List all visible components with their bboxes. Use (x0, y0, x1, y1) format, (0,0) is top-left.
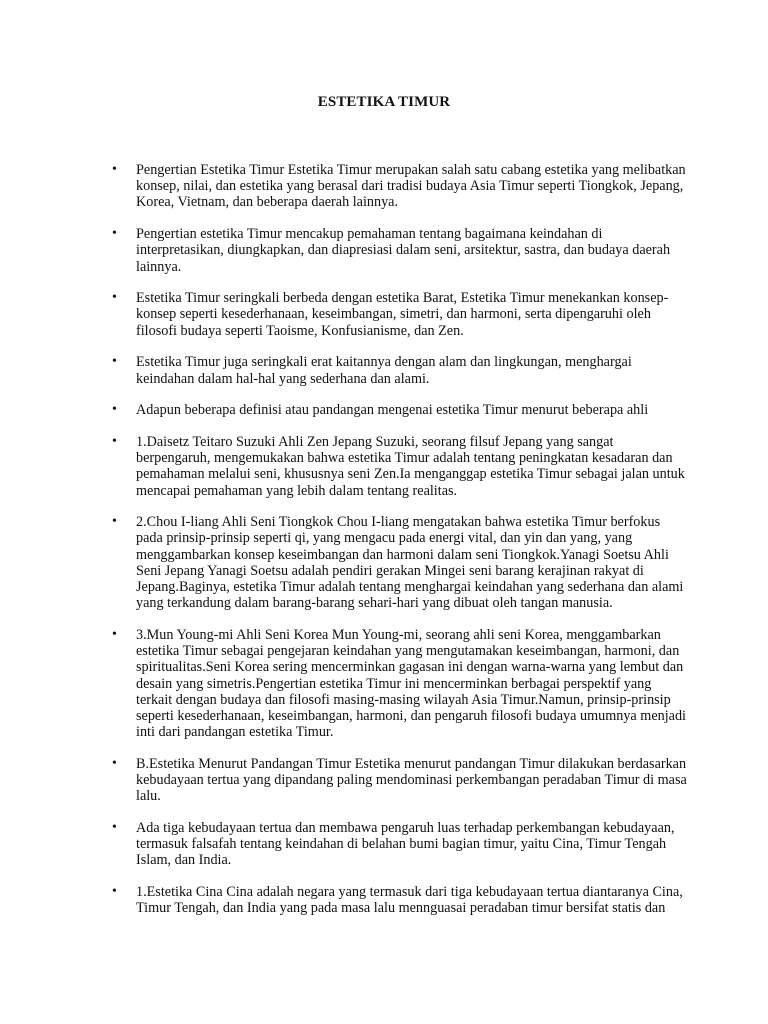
bullet-icon: • (112, 162, 117, 177)
list-item-text: 1.Estetika Cina Cina adalah negara yang termasuk dari tiga kebudayaan tertua diantaranya Cina, Timur Tengah, dan India yang pada masa lalu mennguasai peradaban timur bersifat statis dan (136, 884, 683, 917)
list-item (112, 884, 687, 916)
list-item (112, 290, 687, 339)
list-item-text: Pengertian Estetika Timur Estetika Timur merupakan salah satu cabang estetika yang melibatkan konsep, nilai, dan estetika yang berasal dari tradisi budaya Asia Timur seperti Tiongkok, Jepang, Korea, Vietnam, dan beberapa daerah lainnya. (136, 162, 686, 211)
list-item (112, 756, 687, 805)
bullet-icon: • (112, 820, 117, 835)
bullet-icon: • (112, 290, 117, 306)
list-item (112, 354, 687, 386)
list-item (112, 627, 687, 740)
bullet-icon: • (112, 402, 117, 418)
bullet-icon: • (112, 514, 117, 530)
bullet-list (112, 162, 687, 932)
bullet-icon: • (112, 626, 117, 642)
list-item (112, 226, 687, 275)
bullet-icon: • (112, 884, 117, 900)
list-item-text: B.Estetika Menurut Pandangan Timur Estetika menurut pandangan Timur dilakukan berdasarkan kebudayaan tertua yang dipandang paling mendominasi perkembangan peradaban Timur di masa lalu. (136, 755, 687, 805)
document-title: ESTETIKA TIMUR (317, 94, 451, 110)
list-item-text: Estetika Timur juga seringkali erat kaitannya dengan alam dan lingkungan, menghargai keindahan dalam hal-hal yang sederhana dan alami. (136, 354, 632, 387)
list-item-text: 2.Chou I-liang Ahli Seni Tiongkok Chou I-liang mengatakan bahwa estetika Timur berfokus pada prinsip-prinsip seperti qi, yang mengacu pada energi vital, dan yin dan yang, yang menggambarkan konsep keseimbangan dan harmoni dalam seni Tiongkok.Yanagi Soetsu Ahli Seni Jepang Yanagi Soetsu adalah pendiri gerakan Mingei seni barang kerajinan rakyat di Jepang.Baginya, estetika Timur adalah tentang menghargai keindahan yang sederhana dan alami yang terkandung dalam barang-barang sehari-hari yang dibuat oleh tangan manusia. (136, 514, 684, 612)
list-item (112, 514, 687, 611)
list-item (112, 162, 687, 211)
bullet-icon: • (112, 226, 117, 242)
bullet-icon: • (112, 433, 117, 449)
list-item (112, 820, 687, 869)
list-item-text: 1.Daisetz Teitaro Suzuki Ahli Zen Jepang Suzuki, seorang filsuf Jepang yang sangat berpengaruh, mengemukakan bahwa estetika Timur adalah tentang peningkatan kesadaran dan pemahaman melalui seni, khususnya seni Zen.Ia menganggap estetika Timur sebagai jalan untuk mencapai pemahaman yang lebih dalam tentang realitas. (136, 433, 685, 499)
list-item-text: Estetika Timur seringkali berbeda dengan estetika Barat, Estetika Timur menekankan konsep-konsep seperti kesederhanaan, keseimbangan, simetri, dan harmoni, serta dipengaruhi oleh filosofi budaya seperti Taoisme, Konfusianisme, dan Zen. (136, 290, 669, 339)
list-item-text: Pengertian estetika Timur mencakup pemahaman tentang bagaimana keindahan di interpretasikan, diungkapkan, dan diapresiasi dalam seni, arsitektur, sastra, dan budaya daerah lainnya. (136, 226, 671, 275)
list-item-text: Ada tiga kebudayaan tertua dan membawa pengaruh luas terhadap perkembangan kebudayaan, termasuk falsafah tentang keindahan di belahan bumi bagian timur, yaitu Cina, Timur Tengah Islam, dan India. (136, 820, 675, 869)
list-item-text: 3.Mun Young-mi Ahli Seni Korea Mun Young-mi, seorang ahli seni Korea, menggambarkan estetika Timur sebagai pengejaran keindahan yang mengutamakan keseimbangan, harmoni, dan spiritualitas.Seni Korea sering mencerminkan gagasan ini dengan warna-warna yang lembut dan desain yang simetris.Pengertian estetika Timur ini mencerminkan berbagai perspektif yang terkait dengan budaya dan filosofi masing-masing wilayah Asia Timur.Namun, prinsip-prinsip seperti kesederhanaan, keseimbangan, harmoni, dan pengaruh filosofi budaya umumnya menjadi inti dari pandangan estetika Timur. (136, 626, 686, 741)
list-item (112, 434, 687, 499)
bullet-icon: • (112, 755, 117, 771)
bullet-icon: • (112, 354, 117, 370)
list-item-text: Adapun beberapa definisi atau pandangan mengenai estetika Timur menurut beberapa ahli (136, 402, 649, 419)
list-item (112, 402, 687, 418)
